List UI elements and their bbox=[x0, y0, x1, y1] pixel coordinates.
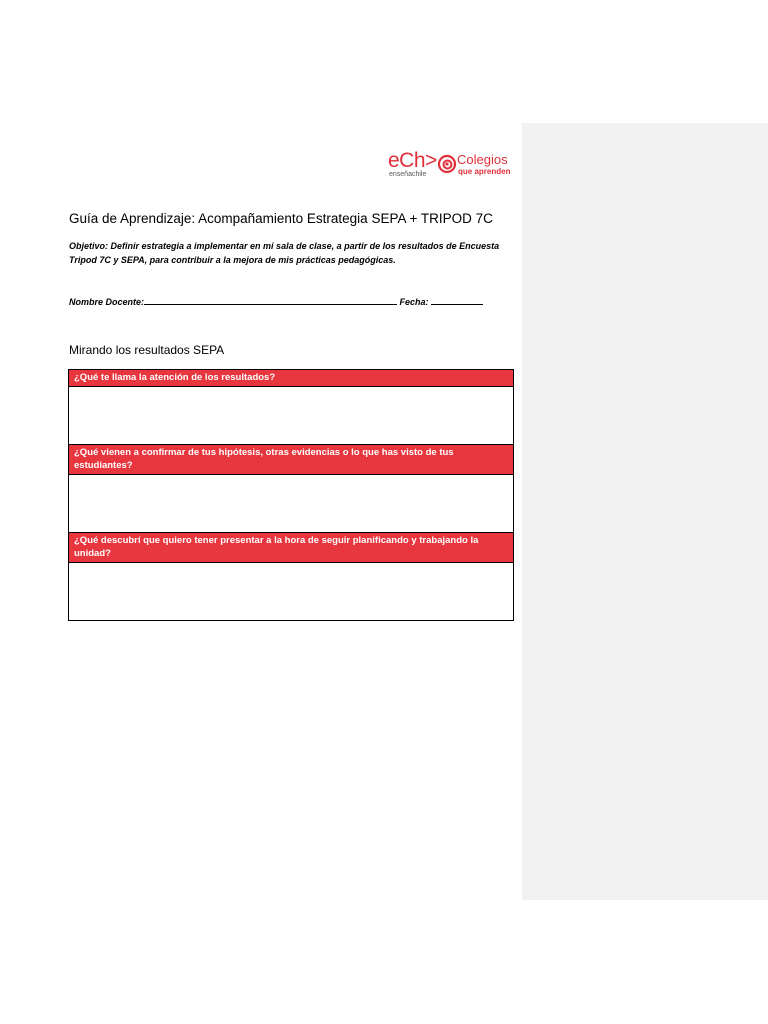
answer-box-3[interactable] bbox=[69, 563, 513, 620]
colegios-logo-line1: Colegios bbox=[457, 152, 508, 167]
ensenachile-logo-text: enseñachile bbox=[389, 171, 427, 178]
ensenachile-logo-mark: eCh> bbox=[388, 149, 437, 172]
answer-box-1[interactable] bbox=[69, 387, 513, 445]
question-header-2: ¿Qué vienen a confirmar de tus hipótesis, otras evidencias o lo que has visto de tus estudiantes? bbox=[69, 445, 513, 475]
section-title: Mirando los resultados SEPA bbox=[69, 343, 225, 357]
questions-table bbox=[68, 369, 514, 621]
comment-pane bbox=[522, 123, 768, 900]
ensenachile-logo bbox=[388, 149, 437, 180]
docente-fecha-line bbox=[69, 296, 519, 308]
question-header-1: ¿Qué te llama la atención de los resultados? bbox=[69, 370, 513, 387]
question-header-3: ¿Qué descubrí que quiero tener presentar a la hora de seguir planificando y trabajando la unidad? bbox=[69, 533, 513, 563]
fecha-blank[interactable] bbox=[431, 296, 483, 305]
docente-label: Nombre Docente: bbox=[69, 297, 145, 307]
answer-box-2[interactable] bbox=[69, 475, 513, 533]
objective-text: Objetivo: Definir estrategia a implementar en mi sala de clase, a partir de los resultados de Encuesta Tripod 7C y SEPA, para contribuir a la mejora de mis prácticas pedagógicas. bbox=[69, 241, 500, 265]
document-title: Guía de Aprendizaje: Acompañamiento Estrategia SEPA + TRIPOD 7C bbox=[69, 211, 493, 226]
colegios-logo-line2: que aprenden bbox=[458, 167, 511, 176]
colegios-que-aprenden-logo bbox=[437, 153, 513, 179]
fecha-label: Fecha: bbox=[399, 297, 429, 307]
colegios-logo-icon bbox=[437, 154, 457, 174]
docente-blank[interactable] bbox=[144, 296, 397, 305]
